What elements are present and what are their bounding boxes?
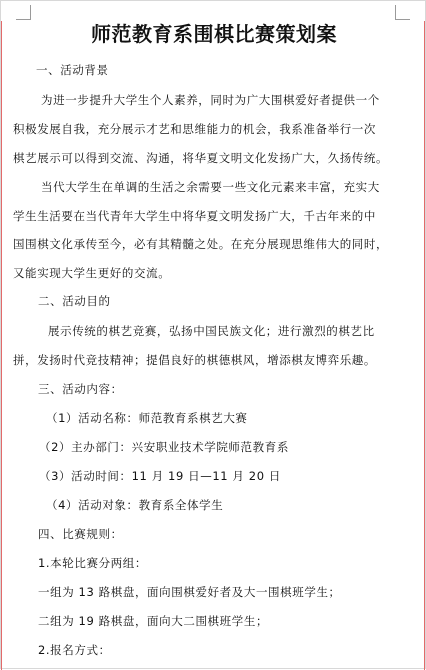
list-item: （2）主办部门：兴安职业技术学院师范教育系: [39, 440, 289, 454]
paragraph-line: 又能实现大学生更好的交流。: [13, 266, 171, 280]
list-item: （3）活动时间：11 月 19 日—11 月 20 日: [39, 469, 281, 483]
paragraph-line: 展示传统的棋艺竞赛，弘扬中国民族文化；进行激烈的棋艺比: [48, 324, 375, 338]
paragraph-line: 学生生活要在当代青年大学生中将华夏文明发扬广大，千古年来的中: [13, 209, 376, 223]
red-margin-line-right: [424, 21, 425, 670]
list-item: （1）活动名称：师范教育系棋艺大赛: [46, 411, 248, 425]
section-heading-purpose: 二、活动目的: [38, 294, 111, 308]
crop-mark-top-right: [395, 5, 410, 20]
paragraph-line: 1.本轮比赛分两组：: [38, 556, 147, 570]
list-item: （4）活动对象：教育系全体学生: [46, 498, 224, 512]
red-margin-line-left: [1, 21, 2, 670]
paragraph-line: 当代大学生在单调的生活之余需要一些文化元素来丰富，充实大: [41, 180, 380, 194]
document-title: 师范教育系围棋比赛策划案: [91, 22, 337, 46]
crop-mark-top-left: [16, 5, 31, 20]
section-heading-rules: 四、比赛规则：: [38, 527, 123, 541]
paragraph-line: 国围棋文化承传至今，必有其精髓之处。在充分展现思维伟大的同时，: [13, 237, 389, 251]
paragraph-line: 二组为 19 路棋盘，面向大二围棋班学生；: [38, 614, 269, 628]
paragraph-line: 拼，发扬时代竞技精神；提倡良好的棋德棋风，增添棋友博弈乐趣。: [13, 353, 376, 367]
paragraph-line: 棋艺展示可以得到交流、沟通，将华夏文明文化发扬广大，久扬传统。: [13, 151, 389, 165]
paragraph-line: 2.报名方式：: [38, 643, 111, 657]
paragraph-line: 一组为 13 路棋盘，面向围棋爱好者及大一围棋班学生；: [38, 585, 341, 599]
paragraph-line: 为进一步提升大学生个人素养，同时为广大围棋爱好者提供一个: [41, 93, 380, 107]
paragraph-line: 积极发展自我，充分展示才艺和思维能力的机会，我系准备举行一次: [13, 122, 376, 136]
section-heading-background: 一、活动背景: [36, 63, 109, 77]
section-heading-content: 三、活动内容：: [38, 382, 123, 396]
